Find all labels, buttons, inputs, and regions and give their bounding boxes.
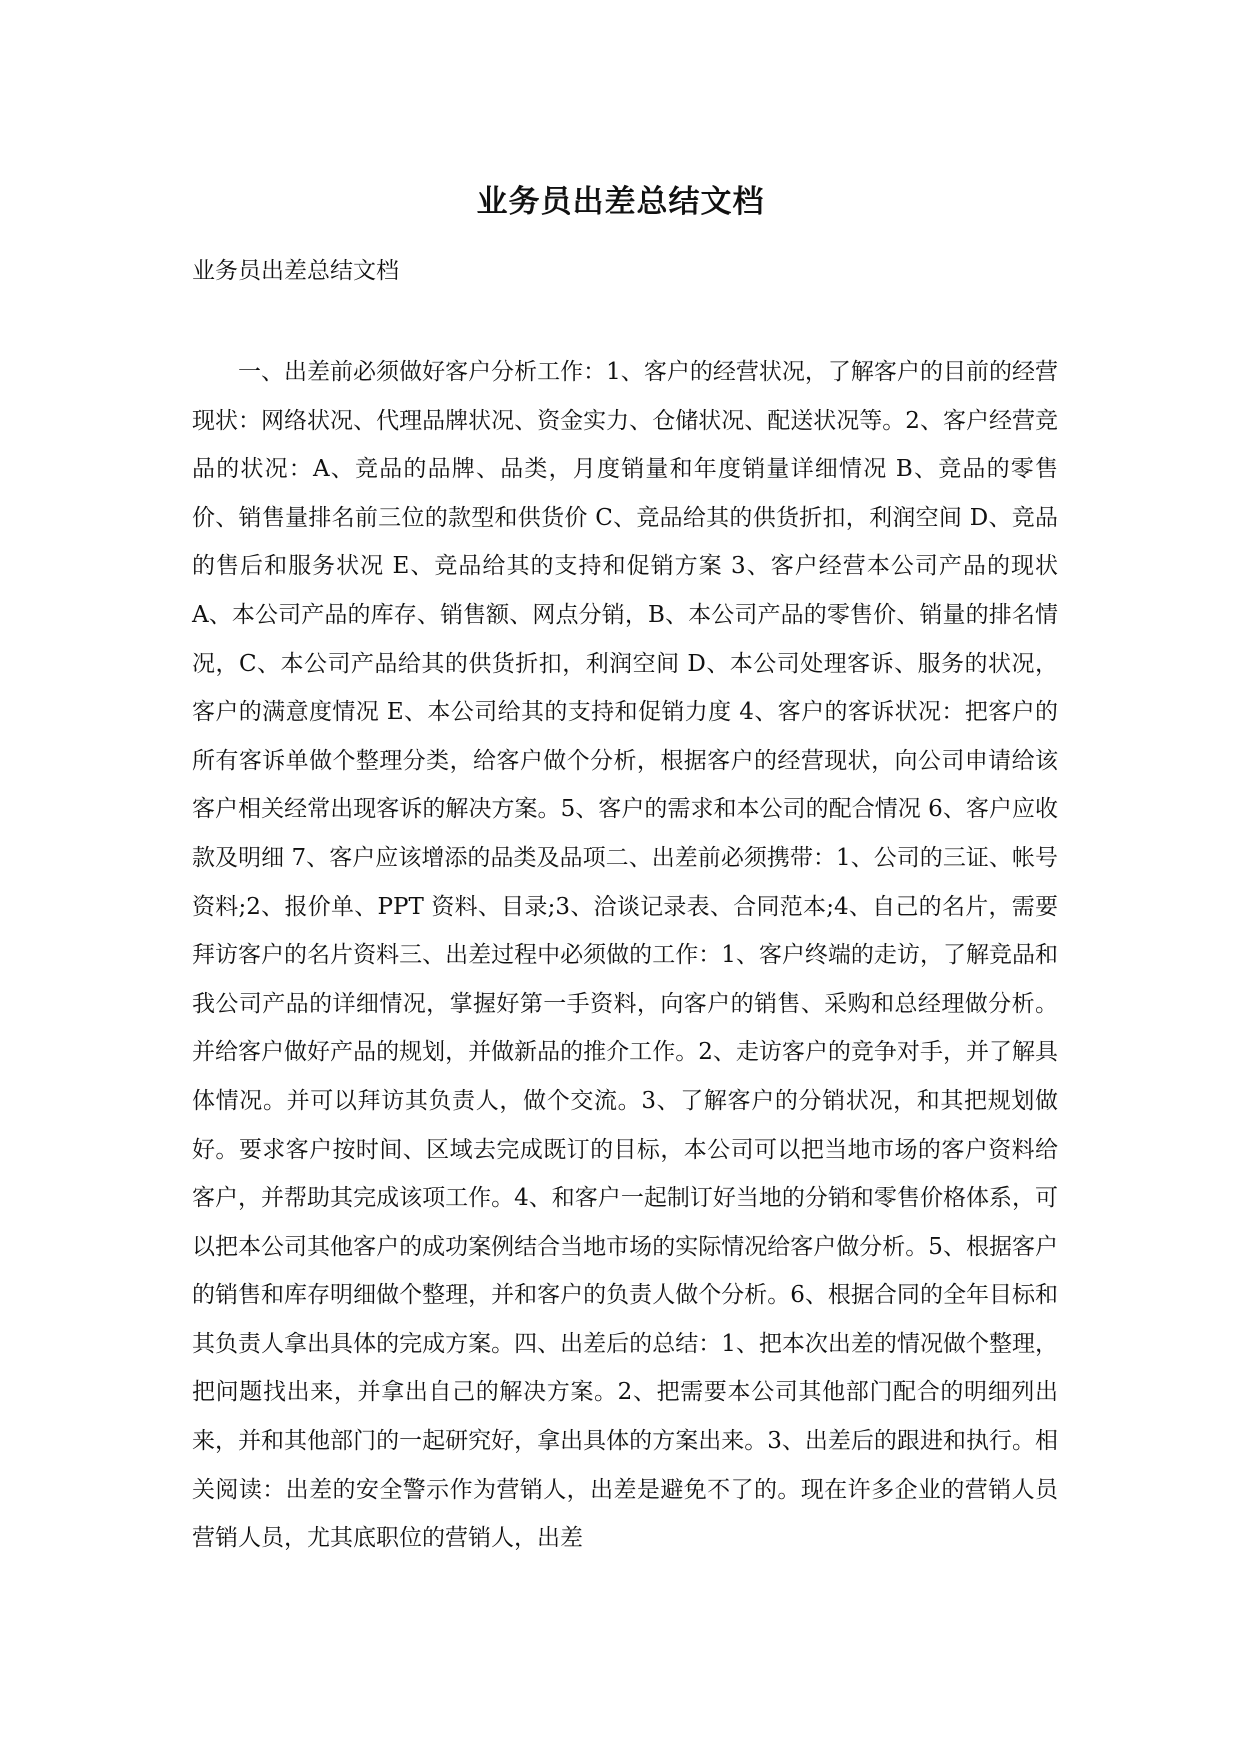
document-body-paragraph: 一、出差前必须做好客户分析工作：1、客户的经营状况，了解客户的目前的经营现状：网络状况、代理品牌状况、资金实力、仓储状况、配送状况等。2、客户经营竞品的状况：A、竞品的品牌、品类，月度销量和年度销量详细情况 B、竞品的零售价、销售量排名前三位的款型和供货价 C、竞品给其的供货折扣，利润空间 D、竞品的售后和服务状况 E、竞品给其的支持和促销方案 3、客户经营本公司产品的现状 A、本公司产品的库存、销售额、网点分销，B、本公司产品的零售价、销量的排名情况，C、本公司产品给其的供货折扣，利润空间 D、本公司处理客诉、服务的状况，客户的满意度情况 E、本公司给其的支持和促销力度 4、客户的客诉状况：把客户的所有客诉单做个整理分类，给客户做个分析，根据客户的经营现状，向公司申请给该客户相关经常出现客诉的解决方案。5、客户的需求和本公司的配合情况 6、客户应收款及明细 7、客户应该增添的品类及品项二、出差前必须携带：1、公司的三证、帐号资料;2、报价单、PPT 资料、目录;3、洽谈记录表、合同范本;4、自己的名片，需要拜访客户的名片资料三、出差过程中必须做的工作：1、客户终端的走访，了解竞品和我公司产品的详细情况，掌握好第一手资料，向客户的销售、采购和总经理做分析。并给客户做好产品的规划，并做新品的推介工作。2、走访客户的竞争对手，并了解具体情况。并可以拜访其负责人，做个交流。3、了解客户的分销状况，和其把规划做好。要求客户按时间、区域去完成既订的目标，本公司可以把当地市场的客户资料给客户，并帮助其完成该项工作。4、和客户一起制订好当地的分销和零售价格体系，可以把本公司其他客户的成功案例结合当地市场的实际情况给客户做分析。5、根据客户的销售和库存明细做个整理，并和客户的负责人做个分析。6、根据合同的全年目标和其负责人拿出具体的完成方案。四、出差后的总结：1、把本次出差的情况做个整理，把问题找出来，并拿出自己的解决方案。2、把需要本公司其他部门配合的明细列出来，并和其他部门的一起研究好，拿出具体的方案出来。3、出差后的跟进和执行。相关阅读：出差的安全警示作为营销人，出差是避免不了的。现在许多企业的营销人员营销人员，尤其底职位的营销人，出差 [192, 359, 1058, 1552]
document-title: 业务员出差总结文档 [476, 184, 765, 220]
document-subtitle: 业务员出差总结文档 [192, 258, 399, 284]
